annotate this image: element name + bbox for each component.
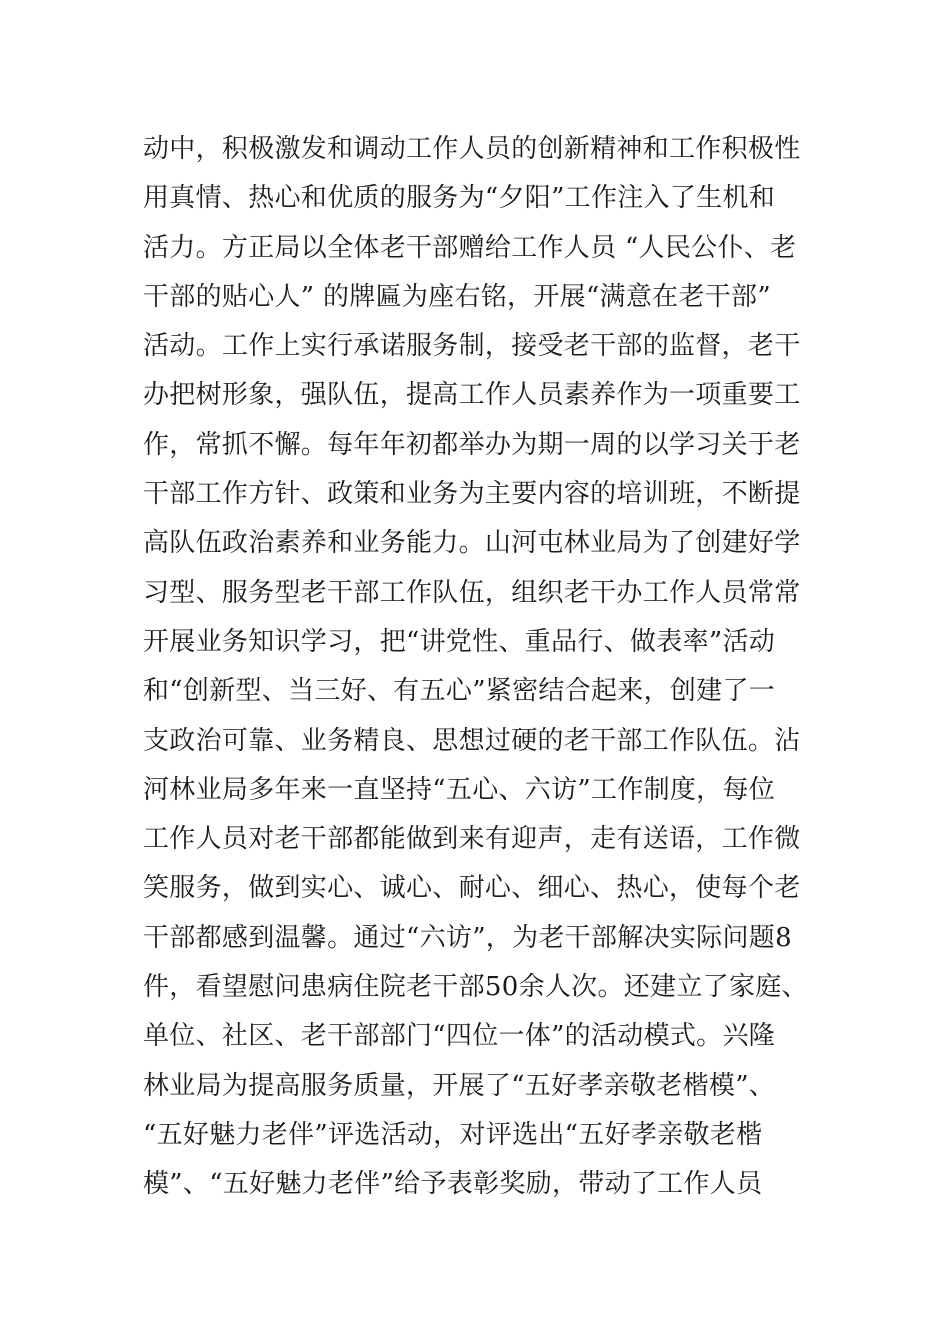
text-line: 干部工作方针、政策和业务为主要内容的培训班，不断提 — [143, 479, 801, 510]
text-line: 林业局为提高服务质量，开展了“五好孝亲敬老楷模”、 — [143, 1070, 776, 1101]
text-line: 开展业务知识学习，把“讲党性、重品行、做表率”活动 — [143, 626, 776, 657]
text-line: 办把树形象，强队伍，提高工作人员素养作为一项重要工 — [143, 380, 801, 411]
body-text — [143, 125, 823, 1210]
text-line: 动中，积极激发和调动工作人员的创新精神和工作积极性 — [143, 134, 801, 164]
text-line: 习型、服务型老干部工作队伍，组织老干办工作人员常常 — [143, 577, 801, 608]
text-line: 作，常抓不懈。每年年初都举办为期一周的以学习关于老 — [143, 429, 801, 460]
text-line: 模”、“五好魅力老伴”给予表彰奖励，带动了工作人员 — [143, 1169, 763, 1200]
text-line: 河林业局多年来一直坚持“五心、六访”工作制度，每位 — [143, 774, 776, 805]
text-line: “五好魅力老伴”评选活动，对评选出“五好孝亲敬老楷 — [143, 1119, 763, 1150]
text-line: 用真情、热心和优质的服务为“夕阳”工作注入了生机和 — [143, 183, 776, 214]
text-line: 和“创新型、当三好、有五心”紧密结合起来，创建了一 — [143, 676, 776, 707]
text-line: 活力。方正局以全体老干部赠给工作人员 “人民公仆、老 — [143, 232, 797, 263]
text-line: 支政治可靠、业务精良、思想过硬的老干部工作队伍。沾 — [143, 725, 801, 756]
text-line: 干部的贴心人” 的牌匾为座右铭，开展“满意在老干部” — [143, 281, 771, 312]
text-line: 干部都感到温馨。通过“六访”，为老干部解决实际问题8 — [143, 922, 792, 953]
text-line: 单位、社区、老干部部门“四位一体”的活动模式。兴隆 — [143, 1021, 776, 1052]
text-line: 活动。工作上实行承诺服务制，接受老干部的监督，老干 — [143, 331, 801, 362]
text-line: 件，看望慰问患病住院老干部50余人次。还建立了家庭、 — [143, 972, 808, 1003]
text-line: 高队伍政治素养和业务能力。山河屯林业局为了创建好学 — [143, 528, 801, 559]
text-line: 笑服务，做到实心、诚心、耐心、细心、热心，使每个老 — [143, 873, 801, 904]
text-line: 工作人员对老干部都能做到来有迎声，走有送语，工作微 — [143, 824, 801, 855]
